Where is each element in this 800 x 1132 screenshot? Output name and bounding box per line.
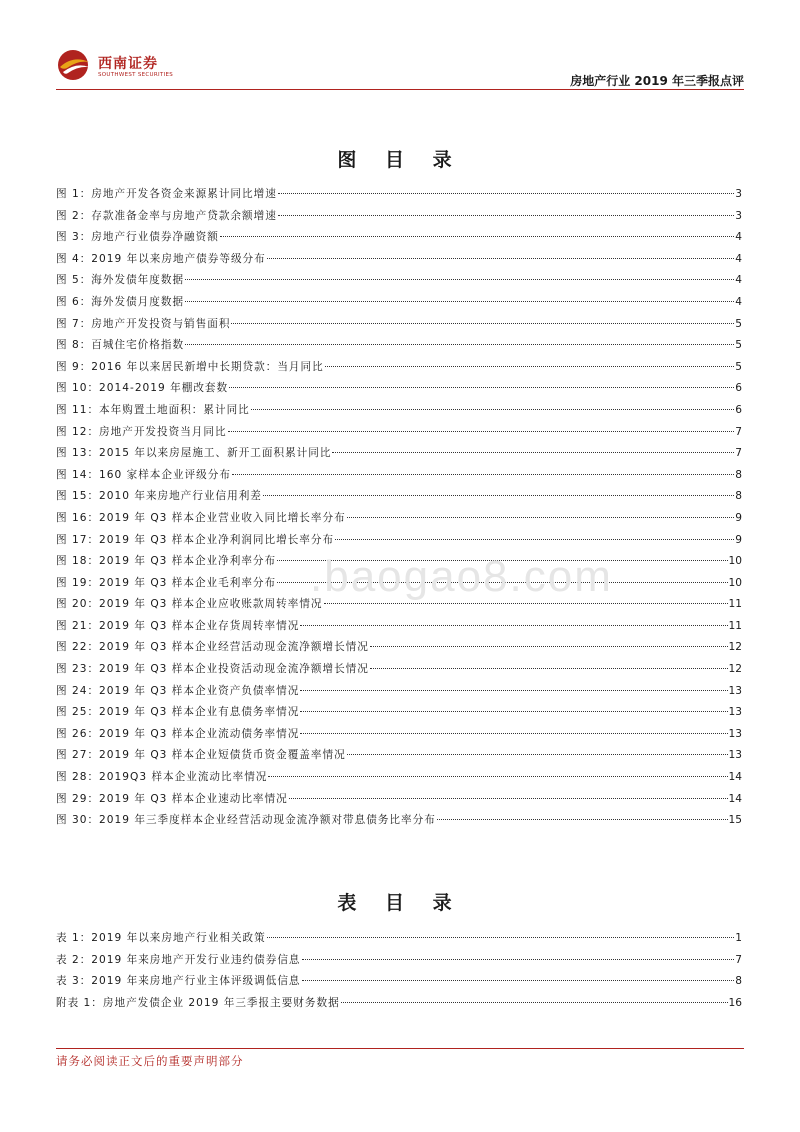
toc-entry-label: 图 6：海外发债月度数据: [56, 295, 185, 308]
toc-leader-dots: [324, 603, 728, 604]
toc-entry[interactable]: [56, 251, 742, 273]
toc-entry-page: 1: [735, 932, 742, 944]
toc-entry[interactable]: [56, 995, 742, 1017]
page-header: [0, 0, 800, 92]
toc-entry-page: 10: [728, 555, 742, 568]
toc-entry-page: 8: [735, 468, 742, 481]
toc-entry-label: 附表 1：房地产发债企业 2019 年三季报主要财务数据: [56, 996, 340, 1009]
toc-entry-label: 图 28：2019Q3 样本企业流动比率情况: [56, 771, 268, 784]
toc-entry[interactable]: [56, 683, 742, 705]
toc-entry-page: 13: [728, 684, 742, 697]
toc-entry-page: 9: [735, 533, 742, 546]
toc-entry[interactable]: [56, 639, 742, 661]
toc-entry[interactable]: [56, 488, 742, 510]
toc-entry-page: 11: [728, 619, 742, 632]
toc-leader-dots: [268, 776, 727, 777]
toc-leader-dots: [370, 646, 728, 647]
toc-entry-label: 图 21：2019 年 Q3 样本企业存货周转率情况: [56, 619, 300, 632]
toc-entry-page: 6: [735, 403, 742, 416]
toc-entry-label: 图 5：海外发债年度数据: [56, 274, 185, 287]
toc-entry-label: 图 14：160 家样本企业评级分布: [56, 468, 231, 481]
toc-entry-label: 表 2：2019 年来房地产开发行业违约债券信息: [56, 953, 301, 966]
toc-entry[interactable]: [56, 726, 742, 748]
toc-entry[interactable]: [56, 359, 742, 381]
toc-leader-dots: [300, 625, 727, 626]
toc-entry[interactable]: [56, 316, 742, 338]
toc-entry-page: 4: [735, 274, 742, 287]
toc-entry-label: 图 4：2019 年以来房地产债券等级分布: [56, 252, 266, 265]
footer-divider: [56, 1048, 744, 1049]
toc-entry-page: 13: [728, 706, 742, 719]
toc-entry-page: 5: [735, 360, 742, 373]
toc-entry-label: 图 18：2019 年 Q3 样本企业净利率分布: [56, 555, 277, 568]
toc-entry-label: 图 8：百城住宅价格指数: [56, 339, 185, 352]
toc-entry-page: 8: [735, 490, 742, 503]
toc-leader-dots: [228, 431, 735, 432]
toc-leader-dots: [302, 980, 735, 981]
toc-entry[interactable]: [56, 380, 742, 402]
toc-entry-page: 9: [735, 511, 742, 524]
toc-entry-label: 图 30：2019 年三季度样本企业经营活动现金流净额对带息债务比率分布: [56, 814, 436, 827]
toc-entry-label: 图 9：2016 年以来居民新增中长期贷款：当月同比: [56, 360, 324, 373]
toc-entry-page: 14: [728, 771, 742, 784]
toc-entry[interactable]: [56, 186, 742, 208]
toc-entry-page: 12: [728, 663, 742, 676]
toc-leader-dots: [300, 690, 727, 691]
toc-entry-label: 图 24：2019 年 Q3 样本企业资产负债率情况: [56, 684, 300, 697]
toc-leader-dots: [185, 301, 734, 302]
toc-entry-label: 表 3：2019 年来房地产行业主体评级调低信息: [56, 975, 301, 988]
figure-list-title: 图 目 录: [337, 149, 463, 171]
toc-entry-label: 图 7：房地产开发投资与销售面积: [56, 317, 231, 330]
toc-entry-label: 图 10：2014-2019 年棚改套数: [56, 382, 229, 395]
toc-entry[interactable]: [56, 272, 742, 294]
toc-entry[interactable]: [56, 973, 742, 995]
toc-entry-page: 6: [735, 382, 742, 395]
toc-leader-dots: [325, 366, 735, 367]
toc-entry-label: 表 1：2019 年以来房地产行业相关政策: [56, 932, 266, 944]
toc-entry-page: 5: [735, 317, 742, 330]
toc-leader-dots: [302, 959, 735, 960]
toc-entry[interactable]: [56, 294, 742, 316]
toc-entry-label: 图 27：2019 年 Q3 样本企业短债货币资金覆盖率情况: [56, 749, 346, 762]
toc-leader-dots: [185, 344, 734, 345]
toc-entry-page: 15: [728, 814, 742, 827]
toc-entry[interactable]: [56, 510, 742, 532]
toc-entry-label: 图 19：2019 年 Q3 样本企业毛利率分布: [56, 576, 277, 589]
toc-entry-label: 图 22：2019 年 Q3 样本企业经营活动现金流净额增长情况: [56, 641, 369, 654]
toc-entry-page: 7: [735, 953, 742, 966]
toc-leader-dots: [335, 539, 734, 540]
toc-entry-label: 图 20：2019 年 Q3 样本企业应收账款周转率情况: [56, 598, 323, 611]
toc-leader-dots: [300, 733, 727, 734]
toc-entry-page: 13: [728, 749, 742, 762]
company-logo-icon: [56, 48, 96, 82]
toc-entry[interactable]: [56, 532, 742, 554]
toc-entry[interactable]: [56, 402, 742, 424]
toc-entry[interactable]: [56, 661, 742, 683]
toc-leader-dots: [231, 323, 734, 324]
watermark: .baogao8.com: [310, 552, 613, 601]
report-title: 房地产行业 2019 年三季报点评: [570, 74, 744, 88]
toc-entry-page: 12: [728, 641, 742, 654]
toc-entry-label: 图 25：2019 年 Q3 样本企业有息债务率情况: [56, 706, 300, 719]
toc-entry-page: 13: [728, 727, 742, 740]
toc-entry[interactable]: [56, 812, 742, 834]
footer-notice: 请务必阅读正文后的重要声明部分: [56, 1054, 244, 1068]
toc-leader-dots: [332, 452, 734, 453]
toc-leader-dots: [220, 236, 734, 237]
toc-entry-page: 4: [735, 231, 742, 244]
toc-leader-dots: [300, 711, 727, 712]
toc-entry-label: 图 11：本年购置土地面积：累计同比: [56, 403, 250, 416]
toc-leader-dots: [229, 387, 734, 388]
toc-entry-page: 16: [728, 996, 742, 1009]
toc-leader-dots: [341, 1002, 728, 1003]
toc-entry-page: 10: [728, 576, 742, 589]
toc-leader-dots: [263, 495, 734, 496]
toc-entry-page: 14: [728, 792, 742, 805]
toc-entry[interactable]: [56, 229, 742, 251]
toc-leader-dots: [278, 215, 734, 216]
toc-entry-page: 7: [735, 425, 742, 438]
toc-entry-label: 图 3：房地产行业债券净融资额: [56, 231, 219, 244]
toc-entry[interactable]: [56, 930, 742, 952]
toc-entry[interactable]: [56, 575, 742, 597]
toc-entry-label: 图 26：2019 年 Q3 样本企业流动债务率情况: [56, 727, 300, 740]
toc-entry[interactable]: [56, 424, 742, 446]
toc-leader-dots: [347, 517, 735, 518]
brand-name: 西南证券: [98, 56, 158, 72]
toc-entry-page: 3: [735, 188, 742, 200]
toc-entry-label: 图 29：2019 年 Q3 样本企业速动比率情况: [56, 792, 288, 805]
toc-entry[interactable]: [56, 618, 742, 640]
toc-leader-dots: [267, 937, 735, 938]
toc-entry[interactable]: [56, 791, 742, 813]
toc-leader-dots: [185, 279, 734, 280]
toc-entry[interactable]: [56, 952, 742, 974]
table-list: [56, 930, 742, 1016]
toc-entry-page: 3: [735, 209, 742, 222]
toc-leader-dots: [370, 668, 728, 669]
toc-entry-label: 图 15：2010 年来房地产行业信用利差: [56, 490, 262, 503]
toc-entry-page: 7: [735, 447, 742, 460]
toc-entry-label: 图 12：房地产开发投资当月同比: [56, 425, 227, 438]
toc-entry-label: 图 2：存款准备金率与房地产贷款余额增速: [56, 209, 277, 222]
toc-leader-dots: [347, 754, 728, 755]
toc-entry-page: 11: [728, 598, 742, 611]
toc-entry[interactable]: [56, 445, 742, 467]
toc-entry-page: 5: [735, 339, 742, 352]
toc-leader-dots: [437, 819, 728, 820]
toc-entry-label: 图 17：2019 年 Q3 样本企业净利润同比增长率分布: [56, 533, 335, 546]
toc-leader-dots: [277, 560, 727, 561]
toc-entry-label: 图 23：2019 年 Q3 样本企业投资活动现金流净额增长情况: [56, 663, 369, 676]
toc-entry-page: 4: [735, 252, 742, 265]
toc-leader-dots: [232, 474, 734, 475]
toc-entry-page: 4: [735, 295, 742, 308]
toc-entry[interactable]: [56, 553, 742, 575]
figure-list: [56, 186, 742, 834]
toc-leader-dots: [267, 258, 735, 259]
toc-entry[interactable]: [56, 704, 742, 726]
toc-entry[interactable]: [56, 208, 742, 230]
toc-leader-dots: [289, 798, 728, 799]
toc-entry[interactable]: [56, 337, 742, 359]
brand-name-en: SOUTHWEST SECURITIES: [98, 72, 174, 78]
toc-entry[interactable]: [56, 769, 742, 791]
table-list-title: 表 目 录: [337, 892, 463, 914]
toc-entry[interactable]: [56, 596, 742, 618]
toc-entry-label: 图 1：房地产开发各资金来源累计同比增速: [56, 188, 277, 200]
toc-leader-dots: [278, 193, 734, 194]
toc-leader-dots: [277, 582, 727, 583]
toc-leader-dots: [251, 409, 734, 410]
toc-entry-label: 图 13：2015 年以来房屋施工、新开工面积累计同比: [56, 447, 332, 460]
toc-entry-page: 8: [735, 975, 742, 988]
header-divider: [56, 89, 744, 90]
toc-entry[interactable]: [56, 467, 742, 489]
toc-entry[interactable]: [56, 747, 742, 769]
toc-entry-label: 图 16：2019 年 Q3 样本企业营业收入同比增长率分布: [56, 511, 346, 524]
